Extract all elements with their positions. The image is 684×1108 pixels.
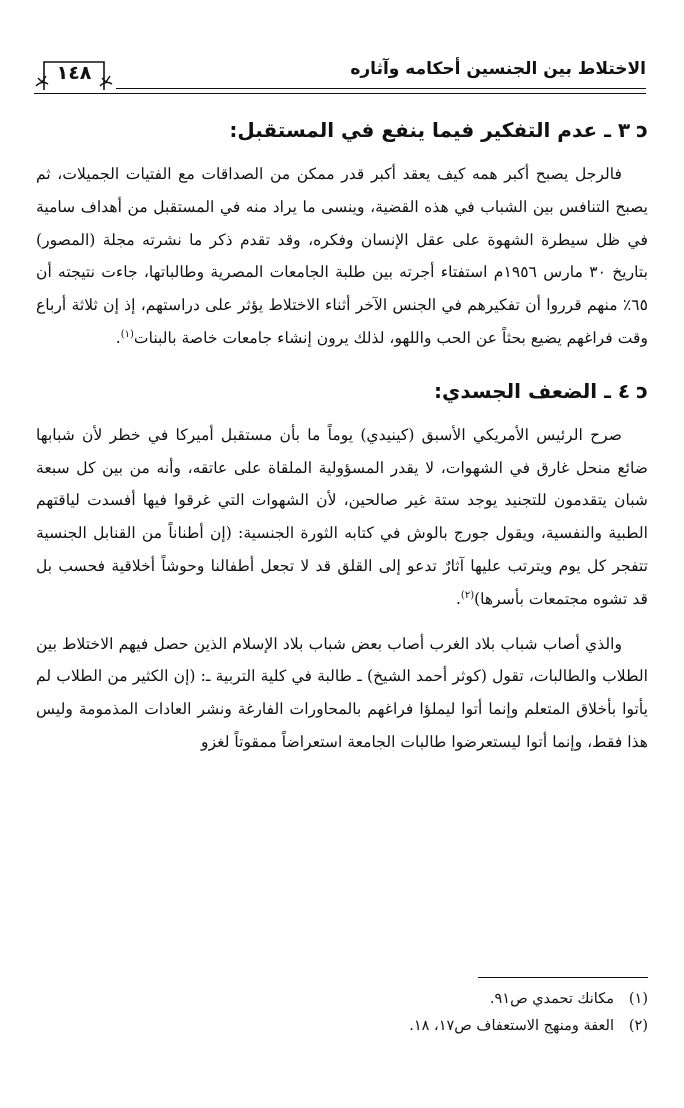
section-heading-3 [36, 112, 648, 148]
paragraph-text: والذي أصاب شباب بلاد الغرب أصاب بعض شباب بلاد الإسلام الذين حصل فيهم الاختلاط بين الطلاب والطالبات، تقول (كوثر أحمد الشيخ) ـ طالبة في كلية التربية ـ: (إن الكثير من الطلاب لم يأتوا بأخلاق المتعلم وإنما أتوا ليملؤا فراغهم بالمحاورات الفارغة ونشر العادات المذمومة وليس هذا فقط، وإنما أتوا ليستعرضوا طالبات الجامعة استعراضاً ممقوتاً لغزو [36, 634, 648, 751]
header-rule-bottom [116, 93, 646, 94]
heading-bullet-icon: ↄ [636, 118, 648, 142]
footnote-rule [478, 977, 648, 978]
running-title: الاختلاط بين الجنسين أحكامه وآثاره [350, 59, 646, 79]
section-heading-4-text: ٤ ـ الضعف الجسدي: [434, 378, 631, 403]
page-body [36, 112, 648, 759]
footnote [36, 986, 648, 1013]
footnote-ref: (١) [120, 328, 134, 340]
footnote [36, 1013, 648, 1040]
footnote-text: العفة ومنهج الاستعفاف ص١٧، ١٨. [409, 1018, 614, 1034]
paragraph-text: صرح الرئيس الأمريكي الأسبق (كينيدي) يوماً ما بأن مستقبل أميركا في خطر لأن شبابها ضائع منحل غارق في الشهوات، لا يقدر المسؤولية الملقاة على عاتقه، وأنه من بين كل سبعة شبان يتقدمون للتجنيد يوجد ستة غير صالحين، لأن الشهوات التي غرقوا فيها أفسدت لياقتهم الطبية والنفسية، ويقول جورج بالوش في كتابه الثورة الجنسية: (إن أطناناً من القنابل الجنسية تتفجر كل يوم ويترتب عليها آثارٌ تدعو إلى القلق قد لا تجعل أطفالنا وحوشاً أخلاقية فحسب بل قد تشوه مجتمعات بأسرها) [36, 425, 648, 608]
paragraph-end: . [115, 328, 121, 347]
paragraph-text: فالرجل يصبح أكبر همه كيف يعقد أكبر قدر ممكن من الصداقات مع الفتيات الجميلات، ثم يصبح التنافس بين الشباب في هذه القضية، وينسى ما يراد منه في المستقبل من أهداف سامية في ظل سيطرة الشهوة على عقل الإنسان وفكره، وقد تقدم ذكر ما نشرته مجلة (المصور) بتاريخ ٣٠ مارس ١٩٥٦م استفتاء أجرته بين طلبة الجامعات المصرية وطالباتها، جاءت نتيجته أن ٦٥٪ منهم قرروا أن تفكيرهم في الجنس الآخر أثناء الاختلاط يؤثر على دراستهم، إذ إن ثلاثة أرباع وقت فراغهم يضيع بحثاً عن الحب واللهو، لذلك يرون إنشاء جامعات خاصة بالبنات [36, 165, 648, 347]
section-heading-4 [36, 373, 648, 409]
page-header [34, 52, 646, 102]
footnotes [36, 986, 648, 1040]
footnote-number: (١) [628, 991, 648, 1007]
header-rule-left [34, 93, 116, 94]
header-rule-top [116, 88, 646, 89]
paragraph [36, 628, 648, 759]
page-number: ١٤٨ [56, 62, 92, 84]
footnote-number: (٢) [628, 1018, 648, 1034]
paragraph [36, 158, 648, 355]
paragraph-end: . [455, 589, 461, 608]
footnote-ref: (٢) [460, 589, 475, 601]
section-heading-3-text: ٣ ـ عدم التفكير فيما ينفع في المستقبل: [229, 118, 631, 142]
heading-bullet-icon: ↄ [636, 378, 648, 403]
paragraph [36, 419, 648, 616]
page-number-ornament [34, 56, 114, 90]
footnote-text: مكانك تحمدي ص٩١. [489, 991, 614, 1007]
